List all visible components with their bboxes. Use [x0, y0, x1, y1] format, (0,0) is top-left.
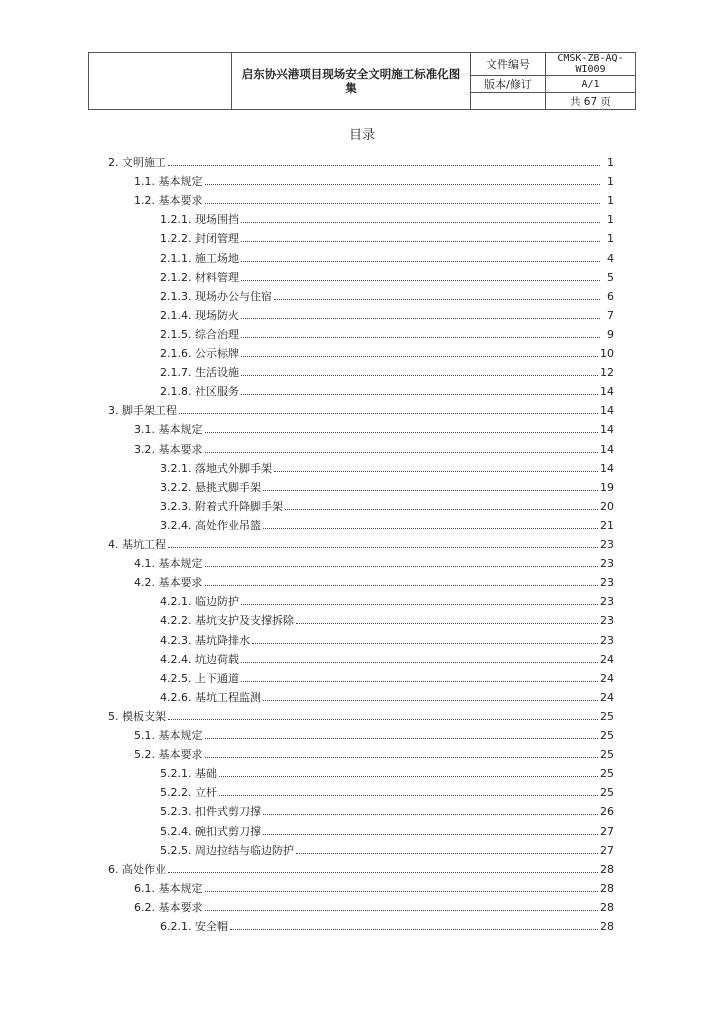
toc-leader-dots [205, 202, 601, 204]
toc-entry[interactable] [160, 207, 614, 226]
toc-entry[interactable] [160, 666, 614, 685]
document-title: 启东协兴港项目现场安全文明施工标准化图集 [232, 53, 471, 110]
toc-entry-page: 23 [600, 614, 614, 628]
toc-leader-dots [263, 813, 598, 815]
toc-entry-title: 4.2.3. 基坑降排水 [160, 633, 250, 647]
toc-leader-dots [252, 642, 598, 644]
doc-number-value: CMSK-ZB-AQ-WI009 [546, 53, 636, 76]
toc-leader-dots [205, 737, 599, 739]
toc-leader-dots [263, 527, 598, 529]
toc-entry-page: 24 [600, 652, 614, 666]
toc-leader-dots [219, 794, 598, 796]
toc-entry[interactable] [160, 494, 614, 513]
toc-entry-page: 4 [607, 251, 614, 265]
toc-entry-page: 27 [600, 843, 614, 857]
toc-entry-page: 12 [600, 366, 614, 380]
toc-entry-title: 3. 脚手架工程 [108, 404, 177, 418]
toc-entry-page: 20 [600, 499, 614, 513]
toc-entry-title: 4.1. 基本规定 [134, 557, 203, 571]
toc-leader-dots [274, 470, 598, 472]
toc-entry[interactable] [160, 360, 614, 379]
toc-entry-page: 1 [607, 194, 614, 208]
toc-entry[interactable] [134, 723, 614, 742]
toc-entry-page: 1 [607, 232, 614, 246]
toc-entry[interactable] [160, 819, 614, 838]
toc-entry-page: 14 [600, 442, 614, 456]
toc-entry-title: 6.1. 基本规定 [134, 881, 203, 895]
toc-entry-title: 5.2.4. 碗扣式剪刀撑 [160, 824, 261, 838]
toc-leader-dots [241, 374, 598, 376]
toc-entry[interactable] [134, 570, 614, 589]
toc-entry-title: 6. 高处作业 [108, 862, 166, 876]
page-count: 共 67 页 [546, 93, 636, 110]
toc-entry[interactable] [160, 799, 614, 818]
toc-entry[interactable] [160, 914, 614, 933]
toc-leader-dots [205, 909, 599, 911]
toc-leader-dots [205, 565, 599, 567]
toc-entry-title: 5.2.3. 扣件式剪刀撑 [160, 805, 261, 819]
version-label: 版本/修订 [471, 76, 546, 93]
toc-leader-dots [205, 584, 599, 586]
toc-entry[interactable] [108, 398, 614, 417]
toc-entry-title: 2.1.2. 材料管理 [160, 270, 239, 284]
toc-entry-title: 3.2.1. 落地式外脚手架 [160, 461, 272, 475]
toc-leader-dots [219, 775, 598, 777]
toc-entry[interactable] [134, 437, 614, 456]
toc-entry-title: 4. 基坑工程 [108, 538, 166, 551]
toc-entry-page: 21 [600, 518, 614, 532]
toc-entry-page: 5 [607, 270, 614, 284]
toc-entry-title: 5.1. 基本规定 [134, 729, 203, 742]
toc-entry-page: 1 [607, 213, 614, 227]
toc-leader-dots [230, 928, 598, 930]
toc-entry-title: 2.1.1. 施工场地 [160, 251, 239, 265]
toc-leader-dots [241, 260, 600, 262]
toc-entry-title: 5.2.1. 基础 [160, 767, 217, 781]
toc-entry[interactable] [160, 379, 614, 398]
toc-entry-page: 26 [600, 805, 614, 819]
toc-leader-dots [241, 680, 598, 682]
toc-entry[interactable] [160, 456, 614, 475]
toc-entry[interactable] [160, 246, 614, 265]
toc-entry-page: 23 [600, 557, 614, 571]
toc-leader-dots [241, 603, 598, 605]
toc-entry-page: 25 [600, 786, 614, 800]
toc-entry-title: 3.1. 基本规定 [134, 423, 203, 437]
toc-entry-page: 23 [600, 633, 614, 647]
toc-entry-title: 2.1.3. 现场办公与住宿 [160, 289, 272, 303]
toc-leader-dots [241, 661, 598, 663]
toc-entry[interactable] [160, 608, 614, 627]
toc-leader-dots [241, 317, 600, 319]
toc-entry-page: 24 [600, 690, 614, 704]
toc-entry-title: 2.1.6. 公示标牌 [160, 347, 239, 360]
toc-entry[interactable] [108, 150, 614, 169]
toc-entry[interactable] [108, 532, 614, 551]
toc-leader-dots [205, 890, 599, 892]
toc-entry[interactable] [160, 265, 614, 284]
toc-entry-page: 23 [600, 576, 614, 590]
toc-entry[interactable] [134, 742, 614, 761]
toc-entry-page: 10 [600, 347, 614, 360]
toc-entry[interactable] [160, 838, 614, 857]
toc-leader-dots [274, 298, 600, 300]
toc-entry[interactable] [160, 513, 614, 532]
toc-entry-page: 6 [607, 289, 614, 303]
toc-entry-title: 1.1. 基本规定 [134, 175, 203, 189]
toc-entry[interactable] [160, 303, 614, 322]
toc-title: 目录 [348, 128, 375, 143]
toc-entry-page: 14 [600, 404, 614, 418]
doc-number-label: 文件编号 [471, 53, 546, 76]
toc-entry-page: 28 [600, 862, 614, 876]
toc-entry[interactable] [108, 704, 614, 723]
toc-leader-dots [263, 833, 598, 835]
toc-leader-dots [205, 431, 599, 433]
toc-entry-title: 4.2.6. 基坑工程监测 [160, 690, 261, 704]
toc-leader-dots [241, 240, 600, 242]
toc-entry-title: 1.2.1. 现场围挡 [160, 213, 239, 227]
toc-entry-page: 9 [607, 327, 614, 341]
toc-leader-dots [263, 489, 598, 491]
toc-entry[interactable] [134, 169, 614, 188]
toc-entry-title: 2.1.8. 社区服务 [160, 385, 239, 399]
toc-entry-title: 4.2.1. 临边防护 [160, 595, 239, 609]
toc-entry-title: 1.2. 基本要求 [134, 194, 203, 208]
toc-leader-dots [241, 221, 600, 223]
toc-entry[interactable] [160, 322, 614, 341]
toc-entry-page: 27 [600, 824, 614, 838]
toc-entry-page: 25 [600, 709, 614, 723]
toc-entry-page: 28 [600, 900, 614, 914]
toc-entry-title: 2. 文明施工 [108, 156, 166, 169]
toc-leader-dots [168, 164, 600, 166]
toc-entry[interactable] [160, 475, 614, 494]
toc-entry-page: 1 [607, 175, 614, 189]
pages-spacer-cell [471, 93, 546, 110]
toc-entry-title: 6.2.1. 安全帽 [160, 920, 228, 933]
toc-leader-dots [285, 508, 598, 510]
version-value: A/1 [546, 76, 636, 93]
toc-entry-title: 3.2.2. 悬挑式脚手架 [160, 480, 261, 494]
toc-leader-dots [241, 393, 598, 395]
toc-entry-title: 6.2. 基本要求 [134, 900, 203, 914]
logo-cell [89, 53, 232, 110]
toc-entry-page: 14 [600, 423, 614, 437]
toc-entry-title: 5.2.2. 立杆 [160, 786, 217, 800]
toc-entry-page: 23 [600, 538, 614, 551]
toc-leader-dots [241, 279, 600, 281]
toc-entry[interactable] [160, 780, 614, 799]
toc-entry[interactable] [160, 685, 614, 704]
toc-leader-dots [168, 871, 598, 873]
toc-entry-title: 3.2.4. 高处作业吊篮 [160, 518, 261, 532]
toc-entry-page: 1 [607, 156, 614, 169]
toc-entry-page: 14 [600, 385, 614, 399]
toc-entry-page: 25 [600, 767, 614, 781]
toc-entry-title: 4.2.4. 坑边荷载 [160, 652, 239, 666]
toc-entry[interactable] [134, 876, 614, 895]
toc-entry[interactable] [160, 284, 614, 303]
toc-leader-dots [168, 718, 598, 720]
toc-entry[interactable] [160, 647, 614, 666]
toc-entry[interactable] [134, 188, 614, 207]
toc-entry-title: 3.2.3. 附着式升降脚手架 [160, 499, 283, 513]
toc-leader-dots [296, 852, 598, 854]
toc-entry-title: 1.2.2. 封闭管理 [160, 232, 239, 246]
toc-entry[interactable] [134, 417, 614, 436]
toc-entry[interactable] [160, 761, 614, 780]
toc-leader-dots [205, 451, 599, 453]
toc-leader-dots [168, 546, 598, 548]
toc-entry-title: 5. 模板支架 [108, 709, 166, 723]
toc-entry-title: 4.2. 基本要求 [134, 576, 203, 590]
toc-entry-title: 2.1.7. 生活设施 [160, 366, 239, 380]
toc-entry-page: 28 [600, 881, 614, 895]
toc-leader-dots [205, 756, 599, 758]
toc-leader-dots [296, 622, 598, 624]
toc-entry-page: 24 [600, 671, 614, 685]
toc-entry[interactable] [160, 589, 614, 608]
toc-entry-title: 5.2. 基本要求 [134, 748, 203, 762]
toc-entry-title: 4.2.5. 上下通道 [160, 671, 239, 685]
toc-entry-page: 25 [600, 729, 614, 742]
toc-leader-dots [179, 412, 598, 414]
toc-entry[interactable] [134, 551, 614, 570]
toc-entry-title: 2.1.5. 综合治理 [160, 327, 239, 341]
toc-entry-page: 14 [600, 461, 614, 475]
document-header [88, 52, 636, 110]
toc-entry[interactable] [160, 341, 614, 360]
toc-entry-page: 7 [607, 308, 614, 322]
toc-entry[interactable] [160, 628, 614, 647]
toc-entry-page: 19 [600, 480, 614, 494]
toc-entry-title: 4.2.2. 基坑支护及支撑拆除 [160, 614, 294, 628]
toc-entry[interactable] [160, 226, 614, 245]
toc-leader-dots [263, 699, 598, 701]
toc-entry-page: 25 [600, 748, 614, 762]
toc-leader-dots [241, 336, 600, 338]
toc-entry-title: 2.1.4. 现场防火 [160, 308, 239, 322]
toc-leader-dots [205, 183, 601, 185]
toc-leader-dots [241, 355, 598, 357]
toc-entry[interactable] [134, 895, 614, 914]
toc-entry[interactable] [108, 857, 614, 876]
toc-entry-page: 23 [600, 595, 614, 609]
toc-entry-title: 5.2.5. 周边拉结与临边防护 [160, 843, 294, 857]
toc-entry-title: 3.2. 基本要求 [134, 442, 203, 456]
toc-entry-page: 28 [600, 920, 614, 933]
